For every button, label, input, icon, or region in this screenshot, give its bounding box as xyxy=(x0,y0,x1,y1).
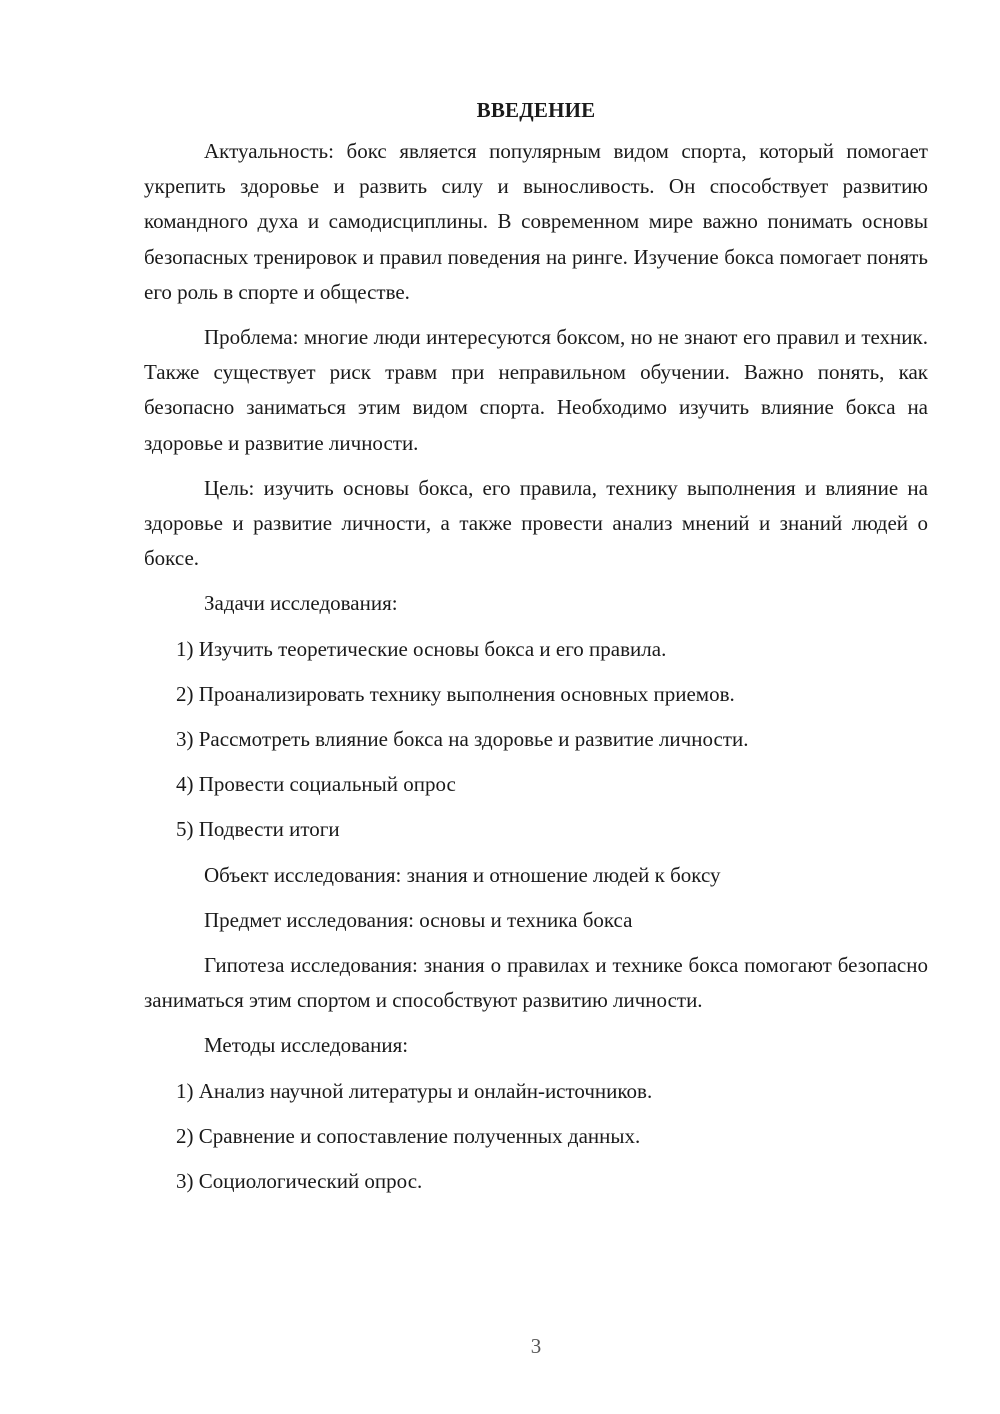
method-item: 2) Сравнение и сопоставление полученных данных. xyxy=(176,1123,641,1148)
method-item: 1) Анализ научной литературы и онлайн-источников. xyxy=(176,1078,653,1103)
page-number: 3 xyxy=(530,1334,542,1358)
subject-line: Предмет исследования: основы и техника бокса xyxy=(204,907,633,932)
task-item: 5) Подвести итоги xyxy=(176,817,340,842)
methods-heading: Методы исследования: xyxy=(204,1033,409,1058)
problem-paragraph: Проблема: многие люди интересуются боксом, но не знают его правил и техник. Также существует риск травм при неправильном обучении. Важно понять, как безопасно заниматься этим видом спорта. Необходимо изучить влияние бокса на здоровье и развитие личности. xyxy=(144,325,928,455)
task-item: 2) Проанализировать технику выполнения основных приемов. xyxy=(176,681,735,706)
section-title: ВВЕДЕНИЕ xyxy=(476,98,596,122)
method-item: 3) Социологический опрос. xyxy=(176,1169,423,1194)
task-item: 1) Изучить теоретические основы бокса и его правила. xyxy=(176,636,667,661)
tasks-heading: Задачи исследования: xyxy=(204,591,398,616)
goal-paragraph: Цель: изучить основы бокса, его правила, технику выполнения и влияние на здоровье и развитие личности, а также провести анализ мнений и знаний людей о боксе. xyxy=(144,475,928,571)
relevance-paragraph: Актуальность: бокс является популярным видом спорта, который помогает укрепить здоровье и развить силу и выносливость. Он способствует развитию командного духа и самодисциплины. В современном мире важно понимать основы безопасных тренировок и правил поведения на ринге. Изучение бокса помогает понять его роль в спорте и обществе. xyxy=(144,139,928,304)
hypothesis-paragraph: Гипотеза исследования: знания о правилах и технике бокса помогают безопасно заниматься этим спортом и способствуют развитию личности. xyxy=(144,953,928,1013)
task-item: 3) Рассмотреть влияние бокса на здоровье и развитие личности. xyxy=(176,727,749,752)
document-page xyxy=(144,92,928,1209)
task-item: 4) Провести социальный опрос xyxy=(176,772,456,797)
object-line: Объект исследования: знания и отношение людей к боксу xyxy=(204,862,721,887)
